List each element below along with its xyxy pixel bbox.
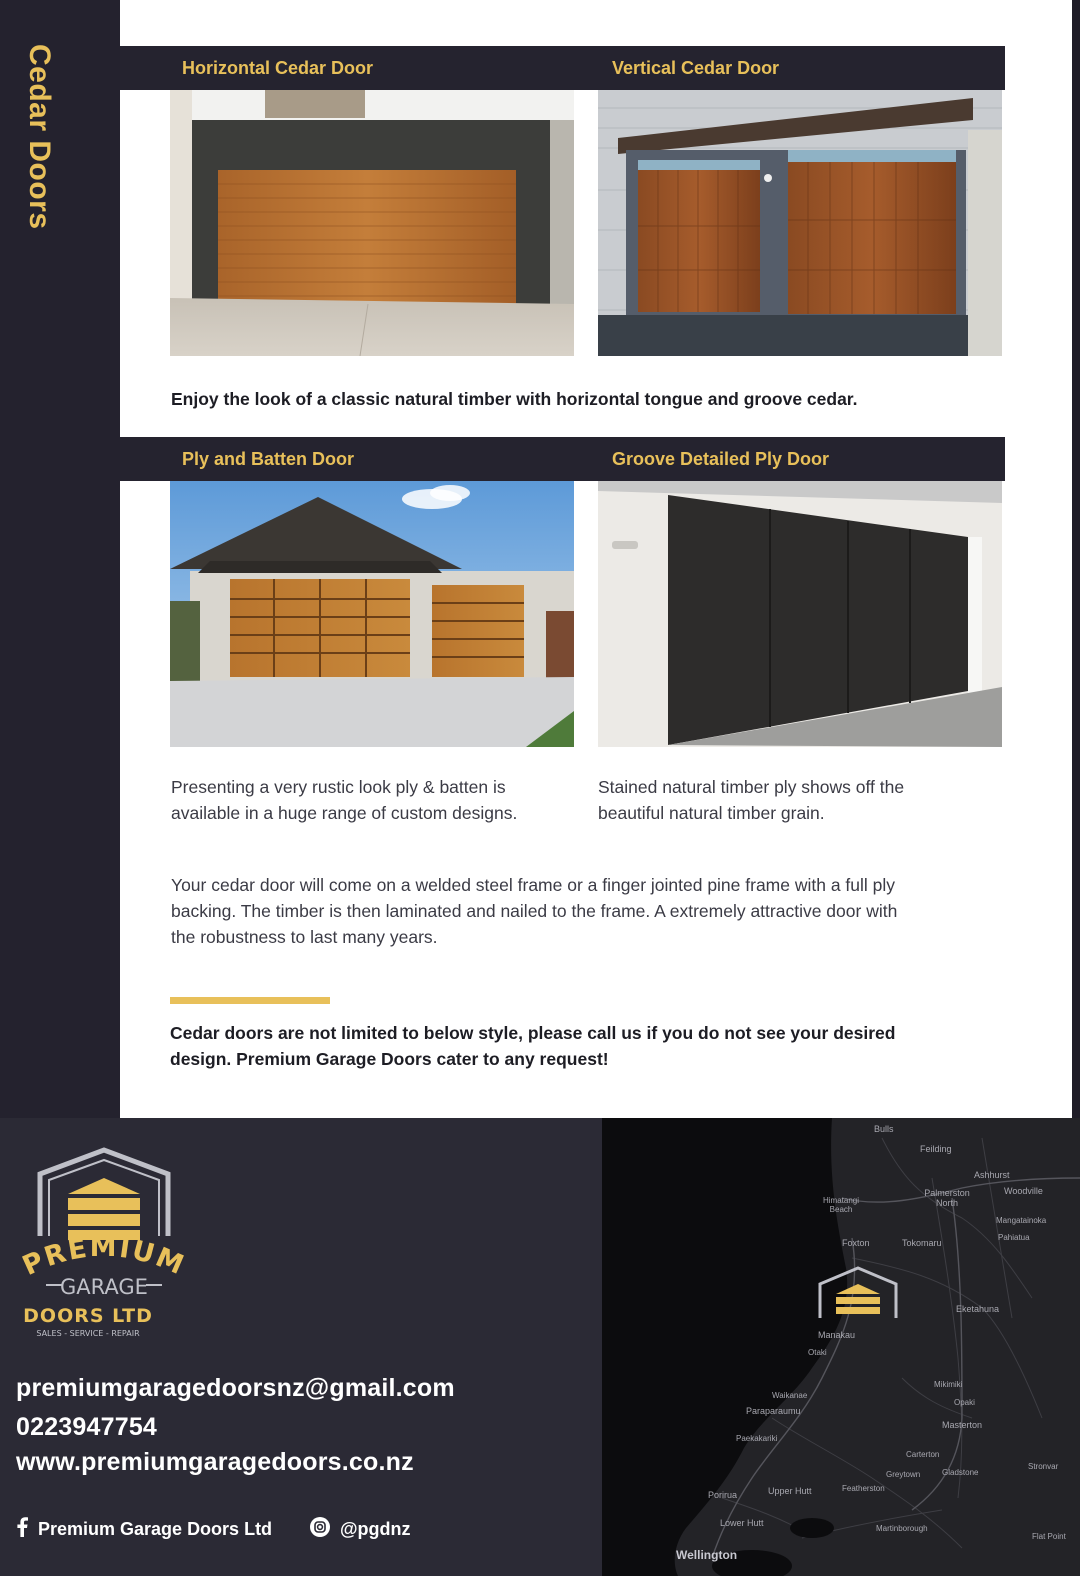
facebook-link[interactable] bbox=[16, 1516, 272, 1542]
map-place: Porirua bbox=[708, 1490, 738, 1500]
logo-premium-text: PREMIUM bbox=[17, 1231, 190, 1282]
accent-divider bbox=[170, 997, 330, 1004]
phone-number[interactable]: 0223947754 bbox=[16, 1413, 158, 1441]
map-place: Mikimiki bbox=[934, 1380, 963, 1389]
email-link[interactable]: premiumgaragedoorsnz@gmail.com bbox=[16, 1374, 455, 1402]
map-place: Masterton bbox=[942, 1420, 983, 1430]
map-place: Gladstone bbox=[942, 1468, 979, 1477]
website-link[interactable]: www.premiumgaragedoors.co.nz bbox=[16, 1448, 414, 1476]
ply-batten-desc-line1: Presenting a very rustic look ply & batten is bbox=[171, 777, 506, 797]
map-place: Woodville bbox=[1004, 1186, 1043, 1196]
map-place: Mangatainoka bbox=[996, 1216, 1047, 1225]
sidebar bbox=[0, 0, 120, 1118]
section-title bbox=[22, 44, 58, 234]
map-place: Carterton bbox=[906, 1450, 940, 1459]
map-place: Ashhurst bbox=[974, 1170, 1010, 1180]
map-place: Lower Hutt bbox=[720, 1518, 764, 1528]
map-place: Featherston bbox=[842, 1484, 885, 1493]
groove-ply-label: Groove Detailed Ply Door bbox=[612, 449, 830, 469]
body-line1: Your cedar door will come on a welded steel frame or a finger jointed pine frame with a full ply bbox=[171, 875, 896, 895]
facebook-icon bbox=[16, 1517, 28, 1542]
map-place: Waikanae bbox=[772, 1391, 808, 1400]
company-logo bbox=[16, 1146, 192, 1344]
callout-line2: design. Premium Garage Doors cater to any request! bbox=[170, 1049, 609, 1069]
map-place: Tokomaru bbox=[902, 1238, 942, 1248]
ply-batten-desc-line2: available in a huge range of custom designs. bbox=[171, 803, 518, 823]
map-place: Otaki bbox=[808, 1348, 827, 1357]
map-place: Bulls bbox=[874, 1124, 894, 1134]
horizontal-cedar-label: Horizontal Cedar Door bbox=[182, 58, 374, 78]
map-place: Stronvar bbox=[1028, 1462, 1059, 1471]
instagram-icon bbox=[310, 1517, 330, 1542]
map-place: Eketahuna bbox=[956, 1304, 1000, 1314]
map-place: Flat Point bbox=[1032, 1532, 1066, 1541]
logo-tagline: SALES - SERVICE - REPAIR bbox=[36, 1329, 140, 1338]
map-place: Upper Hutt bbox=[768, 1486, 812, 1496]
logo-doors-text: DOORS LTD bbox=[23, 1305, 153, 1327]
groove-ply-photo bbox=[598, 481, 1002, 747]
map-place: Martinborough bbox=[876, 1524, 928, 1533]
instagram-link[interactable] bbox=[310, 1516, 411, 1542]
map-place: Himatangi Beach bbox=[822, 1196, 859, 1214]
map-place: Feilding bbox=[920, 1144, 952, 1154]
section-title-text: Cedar Doors bbox=[23, 44, 56, 230]
vertical-cedar-photo bbox=[598, 90, 1002, 356]
body-line2: backing. The timber is then laminated and nailed to the frame. A extremely attractive door with bbox=[171, 901, 898, 921]
map-place: Opaki bbox=[954, 1398, 975, 1407]
ply-batten-photo bbox=[170, 481, 574, 747]
ply-batten-label: Ply and Batten Door bbox=[182, 449, 355, 469]
instagram-handle: @pgdnz bbox=[340, 1518, 411, 1539]
callout-line1: Cedar doors are not limited to below style, please call us if you do not see your desired bbox=[170, 1023, 896, 1043]
service-area-map[interactable] bbox=[602, 1118, 1080, 1576]
map-place: Pahiatua bbox=[998, 1233, 1030, 1242]
map-place: Greytown bbox=[886, 1470, 921, 1479]
logo-garage-text: GARAGE bbox=[60, 1275, 148, 1299]
map-place: Foxton bbox=[842, 1238, 870, 1248]
horizontal-cedar-photo bbox=[170, 90, 574, 356]
horizontal-cedar-caption: Enjoy the look of a classic natural timber with horizontal tongue and groove cedar. bbox=[171, 389, 858, 409]
map-place: Paraparaumu bbox=[746, 1406, 801, 1416]
facebook-handle: Premium Garage Doors Ltd bbox=[38, 1518, 273, 1539]
groove-ply-desc-line2: beautiful natural timber grain. bbox=[598, 803, 825, 823]
groove-ply-desc-line1: Stained natural timber ply shows off the bbox=[598, 777, 905, 797]
map-place: Palmerston North bbox=[924, 1188, 970, 1208]
map-place: Paekakariki bbox=[736, 1434, 778, 1443]
garage-logo-icon bbox=[16, 1146, 192, 1344]
body-line3: the robustness to last many years. bbox=[171, 927, 438, 947]
page-edge bbox=[1072, 0, 1080, 1118]
map-place-wellington: Wellington bbox=[676, 1548, 738, 1562]
map-place: Manakau bbox=[818, 1330, 856, 1340]
vertical-cedar-label: Vertical Cedar Door bbox=[612, 58, 780, 78]
